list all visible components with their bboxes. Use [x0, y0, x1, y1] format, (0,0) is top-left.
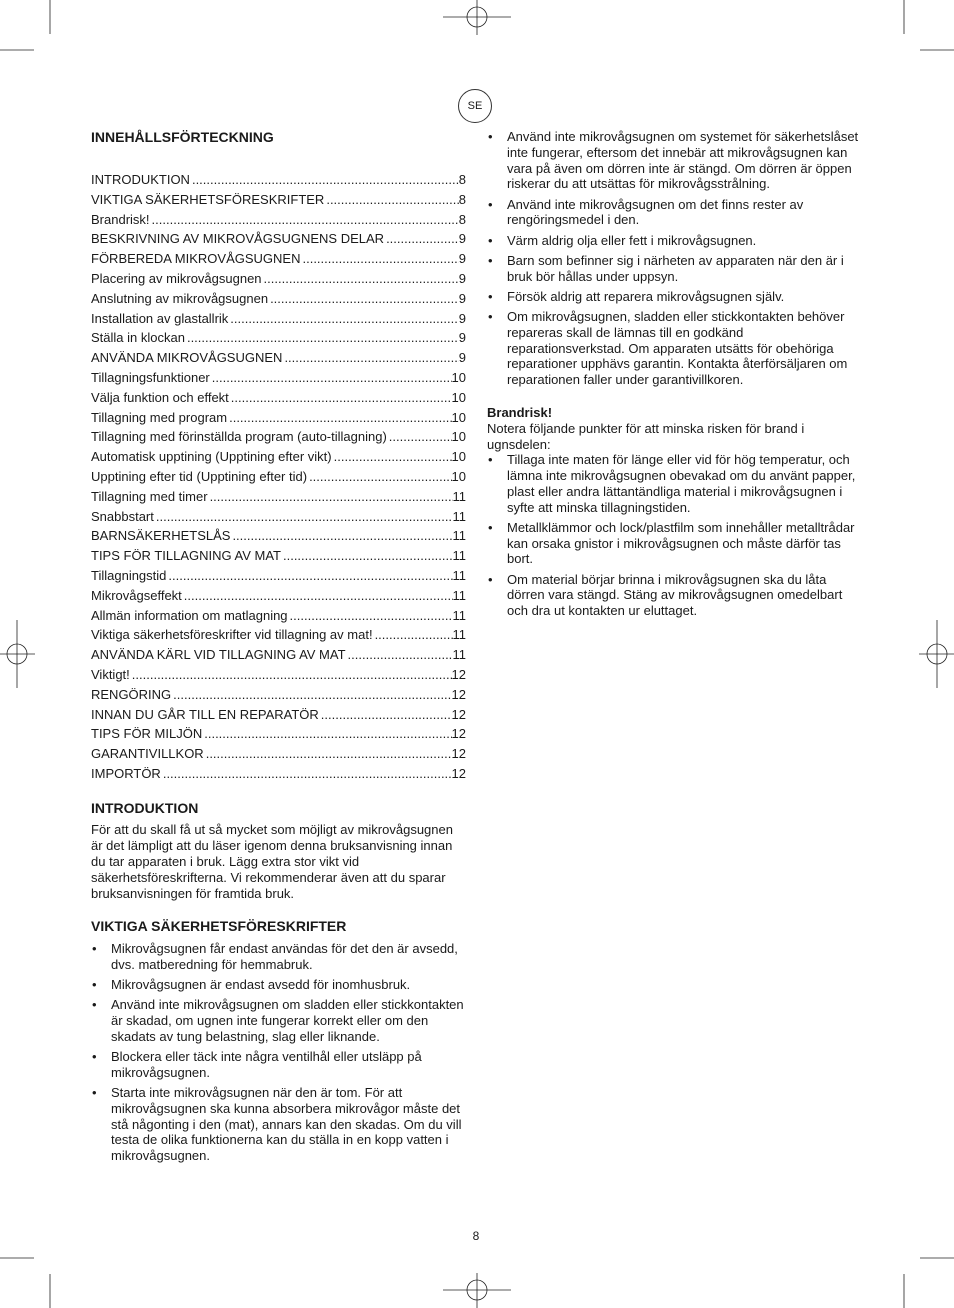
toc-entry [91, 625, 466, 645]
toc-entry-page: 11 [452, 528, 466, 544]
toc-entry [91, 606, 466, 626]
toc-entry [91, 586, 466, 606]
list-item: • Mikrovågsugnen får endast användas för det den är avsedd, dvs. matberedning för hemmabruk. [91, 941, 471, 973]
toc-entry-page: 11 [452, 567, 466, 583]
toc-dot-leader [150, 210, 459, 230]
toc-entry [91, 764, 466, 784]
toc-entry-label: Placering av mikrovågsugnen [91, 270, 262, 286]
toc-dot-leader [268, 289, 459, 309]
toc-entry [91, 685, 466, 705]
toc-entry-page: 9 [458, 231, 466, 247]
toc-dot-leader [288, 606, 453, 626]
toc-entry-label: Tillagningstid [91, 567, 167, 583]
crop-mark-top-right [904, 0, 954, 50]
list-item: • Blockera eller täck inte några ventilhål eller utsläpp på mikrovågsugnen. [91, 1049, 471, 1081]
toc-dot-leader [202, 724, 451, 744]
toc-entry-page: 9 [458, 330, 466, 346]
toc-entry-label: INNAN DU GÅR TILL EN REPARATÖR [91, 706, 319, 722]
toc-entry [91, 190, 466, 210]
toc-entry-page: 9 [458, 270, 466, 286]
toc-entry-page: 10 [451, 369, 466, 385]
toc-entry-page: 10 [451, 389, 466, 405]
toc-entry-page: 12 [451, 726, 466, 742]
toc-entry-page: 9 [458, 310, 466, 326]
toc-entry-page: 11 [452, 548, 466, 564]
list-item: • Om material börjar brinna i mikrovågsugnen ska du låta dörren vara stängd. Stäng av mikrovågsugnen omedelbart och dra ut kontakten ur eluttaget. [487, 572, 867, 619]
safety-list-right [487, 129, 867, 392]
toc-dot-leader [185, 328, 459, 348]
toc-entry-page: 11 [452, 627, 466, 643]
toc-entry [91, 249, 466, 269]
toc-entry-page: 8 [458, 191, 466, 207]
toc-entry-label: Tillagning med förinställda program (auto-tillagning) [91, 429, 387, 445]
toc-dot-leader [208, 487, 453, 507]
crop-mark-bottom-left [0, 1258, 50, 1308]
toc-entry-label: BESKRIVNING AV MIKROVÅGSUGNENS DELAR [91, 231, 385, 247]
toc-entry-label: Installation av glastallrik [91, 310, 229, 326]
toc-entry-label: ANVÄNDA MIKROVÅGSUGNEN [91, 350, 283, 366]
toc-entry-label: Anslutning av mikrovågsugnen [91, 290, 269, 306]
toc-dot-leader [262, 269, 459, 289]
toc-dot-leader [324, 190, 458, 210]
toc-entry-page: 12 [451, 686, 466, 702]
toc-entry-label: Mikrovågseffekt [91, 587, 182, 603]
toc-entry-label: TIPS FÖR MILJÖN [91, 726, 203, 742]
toc-entry-page: 11 [452, 488, 466, 504]
toc-entry [91, 546, 466, 566]
toc-entry-label: GARANTIVILLKOR [91, 746, 204, 762]
toc-entry [91, 210, 466, 230]
toc-entry-label: Tillagning med program [91, 409, 228, 425]
toc-entry [91, 368, 466, 388]
crop-mark-bottom-right [904, 1258, 954, 1308]
registration-mark-left [0, 620, 35, 688]
toc-entry [91, 388, 466, 408]
toc-entry-label: TIPS FÖR TILLAGNING AV MAT [91, 548, 281, 564]
toc-entry-page: 9 [458, 251, 466, 267]
toc-entry [91, 408, 466, 428]
toc-entry-page: 10 [451, 449, 466, 465]
safety-heading: VIKTIGA SÄKERHETSFÖRESKRIFTER [91, 918, 347, 934]
fire-risk-list [487, 452, 867, 619]
toc-entry-label: Tillagningsfunktioner [91, 369, 210, 385]
toc-dot-leader [210, 368, 452, 388]
toc-entry [91, 744, 466, 764]
toc-dot-leader [204, 744, 452, 764]
toc-entry [91, 309, 466, 329]
toc-entry [91, 526, 466, 546]
toc-dot-leader [227, 408, 451, 428]
toc-dot-leader [281, 546, 453, 566]
introduction-heading: INTRODUKTION [91, 800, 199, 816]
safety-list-left [91, 941, 471, 1168]
toc-entry [91, 447, 466, 467]
toc-entry [91, 348, 466, 368]
toc-entry-page: 9 [458, 350, 466, 366]
toc-entry-label: BARNSÄKERHETSLÅS [91, 528, 231, 544]
table-of-contents [91, 170, 466, 784]
list-item: • Använd inte mikrovågsugnen om sladden eller stickkontakten är skadad, om ugnen inte fungerar korrekt eller om den skadats av tung belastning, slag eller liknande. [91, 997, 471, 1044]
toc-entry [91, 724, 466, 744]
list-item: • Tillaga inte maten för länge eller vid för hög temperatur, och lämna inte mikrovågsugnen obevakad om du använt papper, plast eller andra lättantändliga material i mikrovågsugnen i syfte att minska tillagningstiden. [487, 452, 867, 515]
toc-entry-label: Tillagning med timer [91, 488, 208, 504]
toc-entry-label: Allmän information om matlagning [91, 607, 288, 623]
toc-entry-label: Upptining efter tid (Upptining efter tid) [91, 468, 308, 484]
list-item: • Barn som befinner sig i närheten av apparaten när den är i bruk bör hållas under uppsyn. [487, 253, 867, 285]
fire-risk-heading: Brandrisk! [487, 405, 553, 420]
toc-entry-page: 10 [451, 468, 466, 484]
toc-dot-leader [171, 685, 451, 705]
toc-entry-page: 12 [451, 706, 466, 722]
toc-entry [91, 487, 466, 507]
toc-entry-page: 12 [451, 765, 466, 781]
toc-entry-page: 11 [452, 607, 466, 623]
toc-entry [91, 665, 466, 685]
toc-entry-page: 10 [451, 429, 466, 445]
list-item: • Använd inte mikrovågsugnen om det finns rester av rengöringsmedel i den. [487, 197, 867, 229]
list-item: • Försök aldrig att reparera mikrovågsugnen själv. [487, 289, 867, 305]
toc-entry [91, 427, 466, 447]
language-badge: SE [458, 89, 492, 123]
toc-entry-page: 11 [452, 587, 466, 603]
list-item: • Metallklämmor och lock/plastfilm som innehåller metalltrådar kan orsaka gnistor i mikrovågsugnen och måste därför tas bort. [487, 520, 867, 567]
toc-entry-label: FÖRBEREDA MIKROVÅGSUGNEN [91, 251, 301, 267]
toc-entry-page: 12 [451, 746, 466, 762]
toc-entry-page: 12 [451, 666, 466, 682]
toc-dot-leader [161, 764, 452, 784]
toc-entry-label: RENGÖRING [91, 686, 172, 702]
toc-dot-leader [282, 348, 458, 368]
toc-dot-leader [300, 249, 458, 269]
toc-entry [91, 566, 466, 586]
toc-dot-leader [190, 170, 459, 190]
toc-dot-leader [230, 526, 452, 546]
toc-dot-leader [387, 427, 452, 447]
toc-entry-label: INTRODUKTION [91, 172, 190, 187]
registration-mark-bottom [443, 1273, 511, 1308]
toc-entry-page: 11 [452, 508, 466, 524]
toc-entry-page: 8 [458, 172, 466, 187]
toc-entry [91, 645, 466, 665]
toc-entry [91, 229, 466, 249]
toc-entry-label: IMPORTÖR [91, 765, 161, 781]
toc-entry-label: VIKTIGA SÄKERHETSFÖRESKRIFTER [91, 191, 325, 207]
toc-entry [91, 467, 466, 487]
toc-title: INNEHÅLLSFÖRTECKNING [91, 129, 274, 145]
toc-dot-leader [166, 566, 452, 586]
registration-mark-right [919, 620, 954, 688]
toc-dot-leader [182, 586, 453, 606]
fire-risk-section [487, 405, 867, 623]
toc-entry-page: 11 [452, 647, 466, 663]
registration-mark-top [443, 0, 511, 35]
toc-entry-page: 10 [451, 409, 466, 425]
toc-entry [91, 507, 466, 527]
crop-mark-top-left [0, 0, 50, 50]
toc-entry-label: Ställa in klockan [91, 330, 185, 346]
page-number: 8 [472, 1229, 480, 1243]
toc-entry [91, 289, 466, 309]
toc-entry [91, 170, 466, 190]
toc-dot-leader [319, 705, 452, 725]
toc-entry-label: ANVÄNDA KÄRL VID TILLAGNING AV MAT [91, 647, 346, 663]
toc-dot-leader [130, 665, 452, 685]
toc-dot-leader [332, 447, 452, 467]
toc-entry-label: Viktigt! [91, 666, 130, 682]
toc-entry-page: 8 [458, 211, 466, 227]
toc-entry-label: Snabbstart [91, 508, 154, 524]
list-item: • Starta inte mikrovågsugnen när den är tom. För att mikrovågsugnen ska kunna absorbera mikrovågor måste det stå någonting i den (mat), annars kan den skadas. Om du vill testa de olika funktionerna kan du ställa in en kopp vatten i mikrovågsugnen. [91, 1085, 471, 1164]
toc-entry-label: Automatisk upptining (Upptining efter vikt) [91, 449, 332, 465]
toc-dot-leader [228, 309, 458, 329]
toc-entry [91, 328, 466, 348]
toc-dot-leader [384, 229, 459, 249]
toc-dot-leader [373, 625, 453, 645]
toc-entry [91, 269, 466, 289]
list-item: • Mikrovågsugnen är endast avsedd för inomhusbruk. [91, 977, 471, 993]
toc-entry [91, 705, 466, 725]
list-item: • Värm aldrig olja eller fett i mikrovågsugnen. [487, 233, 867, 249]
toc-entry-label: Brandrisk! [91, 211, 150, 227]
toc-entry-label: Välja funktion och effekt [91, 389, 229, 405]
introduction-text: För att du skall få ut så mycket som möjligt av mikrovågsugnen är det lämpligt att du läser igenom denna bruksanvisning innan du tar apparaten i bruk. Lägg extra stor vikt vid säkerhetsföreskrifterna. Vi rekommenderar även att du sparar bruksanvisningen för framtida bruk. [91, 822, 453, 901]
fire-risk-intro: Notera följande punkter för att minska risken för brand i ugnsdelen: [487, 420, 805, 452]
list-item: • Använd inte mikrovågsugnen om systemet för säkerhetslåset inte fungerar, eftersom det innebär att mikrovågsugnen kan vara på även om dörren inte är stängd. Om dörren är öppen riskerar du att utsättas för mikrovågsstrålning. [487, 129, 867, 192]
toc-entry-label: Viktiga säkerhetsföreskrifter vid tillagning av mat! [91, 627, 373, 643]
toc-dot-leader [346, 645, 453, 665]
list-item: • Om mikrovågsugnen, sladden eller stickkontakten behöver repareras skall de lämnas till en godkänd reparationsverkstad. Om apparaten utsätts för obehöriga reparationer upphävs garantin. Kontakta återförsäljaren om reparationen faller under garantivillkoren. [487, 309, 867, 388]
toc-dot-leader [307, 467, 451, 487]
toc-entry-page: 9 [458, 290, 466, 306]
toc-dot-leader [154, 507, 453, 527]
toc-dot-leader [229, 388, 452, 408]
